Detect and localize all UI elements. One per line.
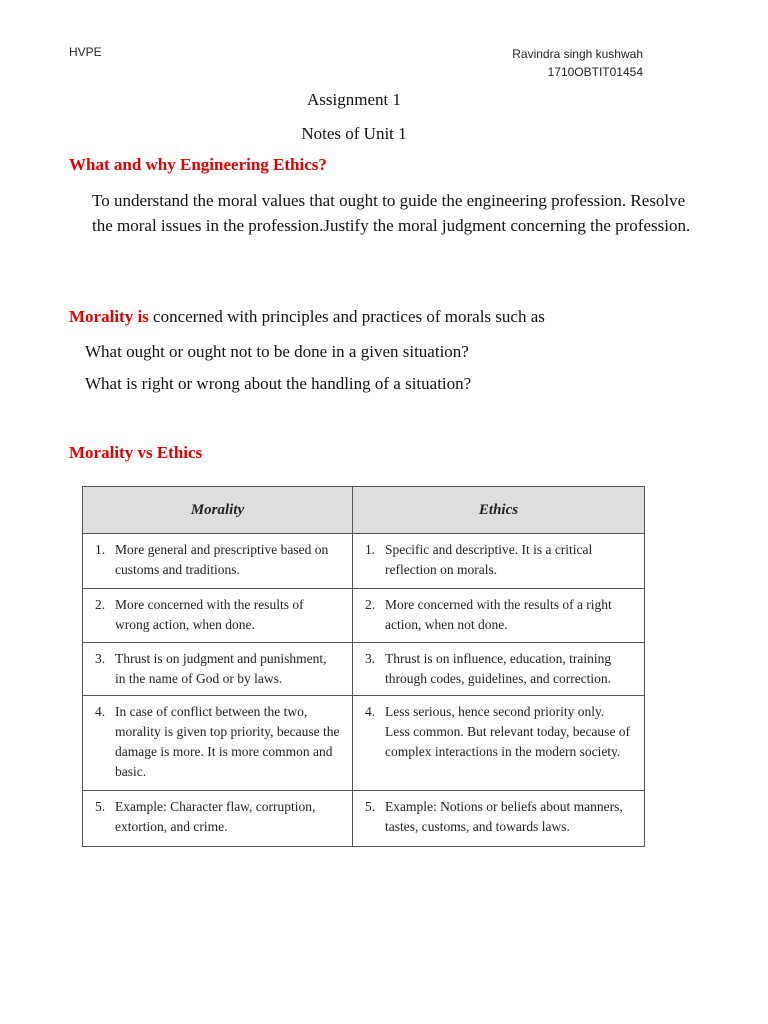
- ethics-text: Less serious, hence second priority only. Less common. But relevant today, because of complex interactions in the modern society.: [385, 704, 631, 759]
- row-number: 2.: [95, 597, 106, 612]
- ethics-text: Example: Notions or beliefs about manners, tastes, customs, and towards laws.: [385, 799, 623, 834]
- ethics-cell: [353, 643, 645, 696]
- ethics-cell: [353, 534, 645, 589]
- morality-cell: [83, 534, 353, 589]
- morality-cell: [83, 696, 353, 791]
- notes-title: Notes of Unit 1: [301, 124, 407, 143]
- row-number: 2.: [365, 597, 376, 612]
- row-number: 1.: [365, 542, 376, 557]
- table-row: [83, 643, 645, 696]
- morality-cell: [83, 791, 353, 847]
- row-number: 5.: [365, 799, 376, 814]
- engineering-ethics-paragraph: To understand the moral values that ought to guide the engineering profession. Resolve the moral issues in the profession.Justify the moral judgment concerning the profession.: [92, 191, 691, 235]
- morality-text: More general and prescriptive based on customs and traditions.: [115, 542, 329, 577]
- ethics-text: More concerned with the results of a right action, when not done.: [385, 597, 612, 632]
- morality-definition-text: concerned with principles and practices of morals such as: [153, 307, 545, 326]
- column-header-ethics: Ethics: [353, 487, 645, 534]
- column-header-morality: Morality: [83, 487, 353, 534]
- ethics-cell: [353, 589, 645, 643]
- row-number: 4.: [365, 704, 376, 719]
- morality-cell: [83, 643, 353, 696]
- ethics-cell: [353, 696, 645, 791]
- morality-cell: [83, 589, 353, 643]
- row-number: 3.: [365, 651, 376, 666]
- question-2: What is right or wrong about the handling of a situation?: [85, 374, 472, 393]
- table-header-row: [83, 487, 645, 534]
- assignment-title: Assignment 1: [307, 90, 401, 109]
- morality-text: Example: Character flaw, corruption, extortion, and crime.: [115, 799, 316, 834]
- row-number: 5.: [95, 799, 106, 814]
- morality-lead: Morality is: [69, 307, 149, 326]
- header-course: HVPE: [69, 45, 102, 59]
- morality-text: More concerned with the results of wrong action, when done.: [115, 597, 304, 632]
- question-1: What ought or ought not to be done in a given situation?: [85, 342, 469, 361]
- table-row: [83, 696, 645, 791]
- morality-definition: [69, 307, 545, 327]
- ethics-text: Specific and descriptive. It is a critical reflection on morals.: [385, 542, 593, 577]
- table-row: [83, 589, 645, 643]
- morality-ethics-table: [82, 486, 645, 847]
- morality-text: Thrust is on judgment and punishment, in the name of God or by laws.: [115, 651, 327, 686]
- morality-text: In case of conflict between the two, morality is given top priority, because the damage is more. It is more common and basic.: [115, 704, 340, 779]
- row-number: 1.: [95, 542, 106, 557]
- header-roll-number: 1710OBTIT01454: [547, 65, 643, 79]
- section-heading-engineering-ethics: What and why Engineering Ethics?: [69, 155, 327, 174]
- row-number: 3.: [95, 651, 106, 666]
- ethics-cell: [353, 791, 645, 847]
- row-number: 4.: [95, 704, 106, 719]
- header-author: Ravindra singh kushwah: [512, 47, 643, 61]
- table-row: [83, 791, 645, 847]
- section-heading-morality-vs-ethics: Morality vs Ethics: [69, 443, 203, 462]
- ethics-text: Thrust is on influence, education, training through codes, guidelines, and correction.: [385, 651, 612, 686]
- table-row: [83, 534, 645, 589]
- header-author-block: [512, 45, 643, 81]
